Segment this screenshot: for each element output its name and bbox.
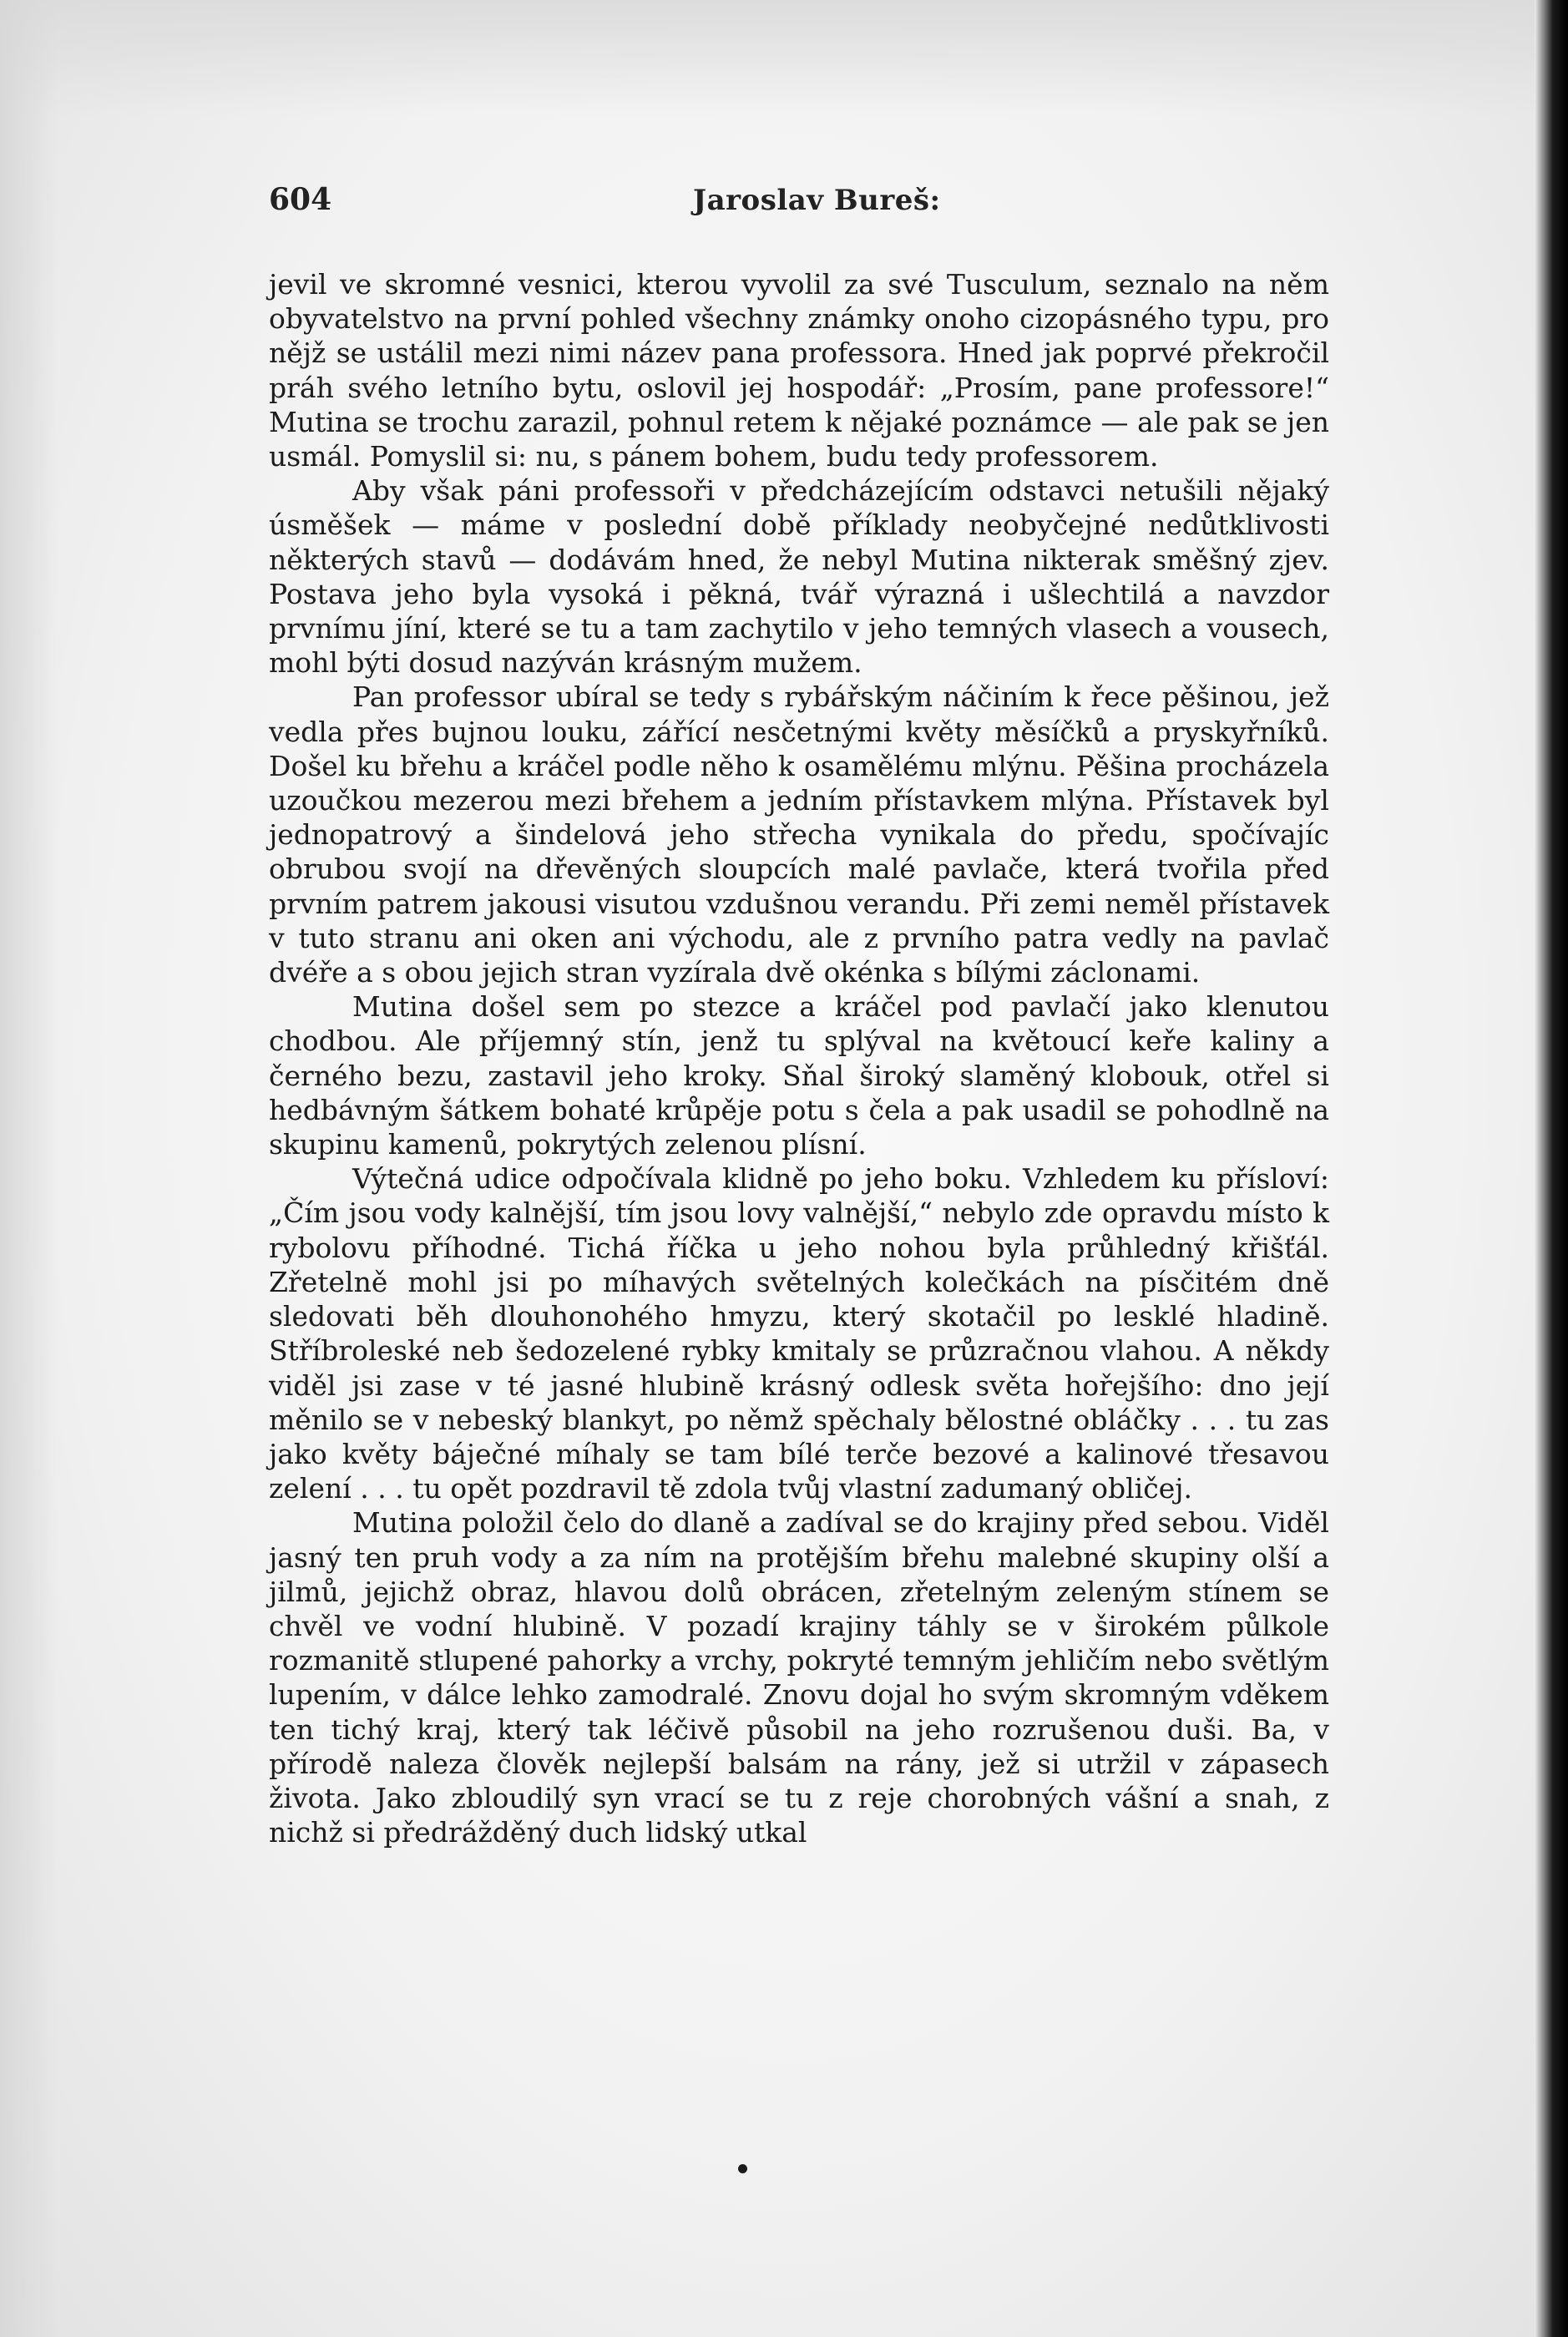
paragraph: Pan professor ubíral se tedy s rybářským náčiním k řece pěšinou, jež vedla přes bujnou louku, zářící nesčetnými květy měsíčků a pryskyřníků. Došel ku břehu a kráčel podle něho k osamělému mlýnu. Pěšina procházela uzoučkou mezerou mezi břehem a jedním přístavkem mlýna. Přístavek byl jednopatrový a šindelová jeho střecha vynikala do předu, spočívajíc obrubou svojí na dřevěných sloupcích malé pavlače, která tvořila před prvním patrem jakousi visutou vzdušnou verandu. Při zemi neměl přístavek v tuto stranu ani oken ani východu, ale z prvního patra vedly na pavlač dvéře a s obou jejich stran vyzírala dvě okénka s bílými záclonami. — [269, 680, 1329, 989]
book-page-edge — [1535, 0, 1568, 2337]
running-head: Jaroslav Bureš: — [693, 184, 941, 217]
body-text — [269, 267, 1329, 1849]
paragraph: Mutina došel sem po stezce a kráčel pod pavlačí jako klenutou chodbou. Ale příjemný stín, jenž tu splýval na květoucí keře kaliny a černého bezu, zastavil jeho kroky. Sňal široký slaměný klobouk, otřel si hedbávným šátkem bohaté krůpěje potu s čela a pak usadil se pohodlně na skupinu kamenů, pokrytých zelenou plísní. — [269, 990, 1329, 1161]
paragraph: jevil ve skromné vesnici, kterou vyvolil za své Tusculum, seznalo na něm obyvatelstvo na první pohled všechny známky onoho cizopásného typu, pro nějž se ustálil mezi nimi název pana professora. Hned jak poprvé překročil práh svého letního bytu, oslovil jej hospodář: „Prosím, pane professore!“ Mutina se trochu zarazil, pohnul retem k nějaké poznámce — ale pak se jen usmál. Pomyslil si: nu, s pánem bohem, budu tedy professorem. — [269, 268, 1329, 473]
scan-shadow-top — [0, 0, 1568, 117]
ink-dot — [738, 2164, 747, 2173]
paragraph: Aby však páni professoři v předcházejícím odstavci netušili nějaký úsměšek — máme v poslední době příklady neobyčejné nedůtklivosti některých stavů — dodávám hned, že nebyl Mutina nikterak směšný zjev. Postava jeho byla vysoká i pěkná, tvář výrazná i ušlechtilá a navzdor prvnímu jíní, které se tu a tam zachytilo v jeho temných vlasech a vousech, mohl býti dosud nazýván krásným mužem. — [269, 474, 1329, 680]
page-header — [269, 182, 1329, 232]
page-number: 604 — [269, 182, 332, 217]
paragraph: Mutina položil čelo do dlaně a zadíval se do krajiny před sebou. Viděl jasný ten pruh vody a za ním na protějším břehu malebné skupiny olší a jilmů, jejichž obraz, hlavou dolů obrácen, zřetelným zeleným stínem se chvěl ve vodní hlubině. V pozadí krajiny táhly se v širokém půlkole rozmanitě stlupené pahorky a vrchy, pokryté temným jehličím nebo světlým lupením, v dálce lehko zamodralé. Znovu dojal ho svým skromným vděkem ten tichý kraj, který tak léčivě působil na jeho rozrušenou duši. Ba, v přírodě naleza člověk nejlepší balsám na rány, jež si utržil v zápasech života. Jako zbloudilý syn vrací se tu z reje chorobných vášní a snah, z nichž si předrážděný duch lidský utkal — [269, 1506, 1329, 1849]
paragraph: Výtečná udice odpočívala klidně po jeho boku. Vzhledem ku přísloví: „Čím jsou vody kalnější, tím jsou lovy valnější,“ nebylo zde opravdu místo k rybolovu příhodné. Tichá říčka u jeho nohou byla průhledný křišťál. Zřetelně mohl jsi po míhavých světelných kolečkách na písčitém dně sledovati běh dlouhonohého hmyzu, který skotačil po lesklé hladině. Stříbroleské neb šedozelené rybky kmitaly se průzračnou vlahou. A někdy viděl jsi zase v té jasné hlubině krásný odlesk světa hořejšího: dno její měnilo se v nebeský blankyt, po němž spěchaly bělostné obláčky . . . tu zas jako květy báječné míhaly se tam bílé terče bezové a kalinové třesavou zelení . . . tu opět pozdravil tě zdola tvůj vlastní zadumaný obličej. — [269, 1162, 1329, 1505]
scan-shadow-left — [0, 0, 58, 2337]
